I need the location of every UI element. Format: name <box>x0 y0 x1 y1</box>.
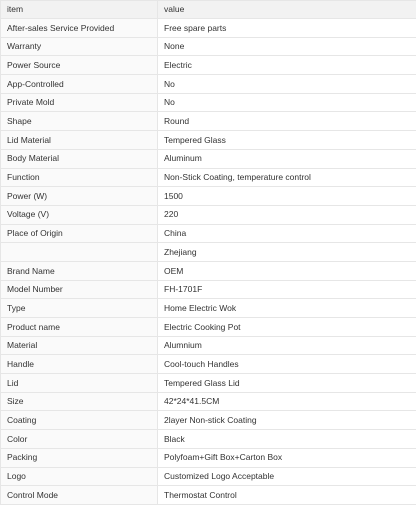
table-row <box>1 75 416 94</box>
row-value: Customized Logo Acceptable <box>158 467 416 486</box>
row-value: Polyfoam+Gift Box+Carton Box <box>158 448 416 467</box>
row-key: Body Material <box>1 149 158 168</box>
table-row <box>1 205 416 224</box>
row-key: Voltage (V) <box>1 205 158 224</box>
table-row <box>1 280 416 299</box>
table-row <box>1 149 416 168</box>
row-value: Electric Cooking Pot <box>158 318 416 337</box>
table-row <box>1 168 416 187</box>
table-row <box>1 392 416 411</box>
row-key: Control Mode <box>1 486 158 505</box>
row-value: Tempered Glass Lid <box>158 374 416 393</box>
table-row <box>1 243 416 262</box>
row-key <box>1 243 158 262</box>
row-key: Warranty <box>1 37 158 56</box>
table-row <box>1 224 416 243</box>
table-body <box>1 19 416 505</box>
table-row <box>1 37 416 56</box>
table-row <box>1 411 416 430</box>
header-item: item <box>1 1 158 19</box>
table-row <box>1 430 416 449</box>
row-value: China <box>158 224 416 243</box>
row-value: Aluminum <box>158 149 416 168</box>
row-key: App-Controlled <box>1 75 158 94</box>
row-value: Round <box>158 112 416 131</box>
row-value: 1500 <box>158 187 416 206</box>
row-value: Thermostat Control <box>158 486 416 505</box>
row-key: Coating <box>1 411 158 430</box>
table-header <box>1 1 416 19</box>
row-value: Alumnium <box>158 336 416 355</box>
table-row <box>1 261 416 280</box>
row-value: No <box>158 93 416 112</box>
row-value: Tempered Glass <box>158 131 416 150</box>
row-value: 2layer Non-stick Coating <box>158 411 416 430</box>
row-key: Lid <box>1 374 158 393</box>
row-key: Packing <box>1 448 158 467</box>
row-value: OEM <box>158 261 416 280</box>
row-key: Logo <box>1 467 158 486</box>
table-row <box>1 131 416 150</box>
table-row <box>1 355 416 374</box>
row-value: Non-Stick Coating, temperature control <box>158 168 416 187</box>
row-value: Cool-touch Handles <box>158 355 416 374</box>
row-key: Power (W) <box>1 187 158 206</box>
row-value: 220 <box>158 205 416 224</box>
table-row <box>1 448 416 467</box>
table-row <box>1 374 416 393</box>
row-value: Black <box>158 430 416 449</box>
row-key: Lid Material <box>1 131 158 150</box>
table-row <box>1 467 416 486</box>
row-key: Color <box>1 430 158 449</box>
table-row <box>1 93 416 112</box>
row-key: Type <box>1 299 158 318</box>
row-value: No <box>158 75 416 94</box>
row-key: Material <box>1 336 158 355</box>
row-key: Handle <box>1 355 158 374</box>
row-key: Place of Origin <box>1 224 158 243</box>
table-row <box>1 19 416 38</box>
row-key: Brand Name <box>1 261 158 280</box>
table-row <box>1 336 416 355</box>
row-value: Free spare parts <box>158 19 416 38</box>
row-value: Home Electric Wok <box>158 299 416 318</box>
row-key: Function <box>1 168 158 187</box>
table-row <box>1 318 416 337</box>
header-row <box>1 1 416 19</box>
table-row <box>1 486 416 505</box>
row-value: Electric <box>158 56 416 75</box>
row-key: After-sales Service Provided <box>1 19 158 38</box>
table-row <box>1 112 416 131</box>
row-key: Model Number <box>1 280 158 299</box>
row-key: Size <box>1 392 158 411</box>
row-key: Shape <box>1 112 158 131</box>
row-value: FH-1701F <box>158 280 416 299</box>
row-key: Private Mold <box>1 93 158 112</box>
table-row <box>1 56 416 75</box>
row-value: Zhejiang <box>158 243 416 262</box>
table-row <box>1 187 416 206</box>
row-value: 42*24*41.5CM <box>158 392 416 411</box>
header-value: value <box>158 1 416 19</box>
table-row <box>1 299 416 318</box>
row-key: Product name <box>1 318 158 337</box>
row-value: None <box>158 37 416 56</box>
row-key: Power Source <box>1 56 158 75</box>
